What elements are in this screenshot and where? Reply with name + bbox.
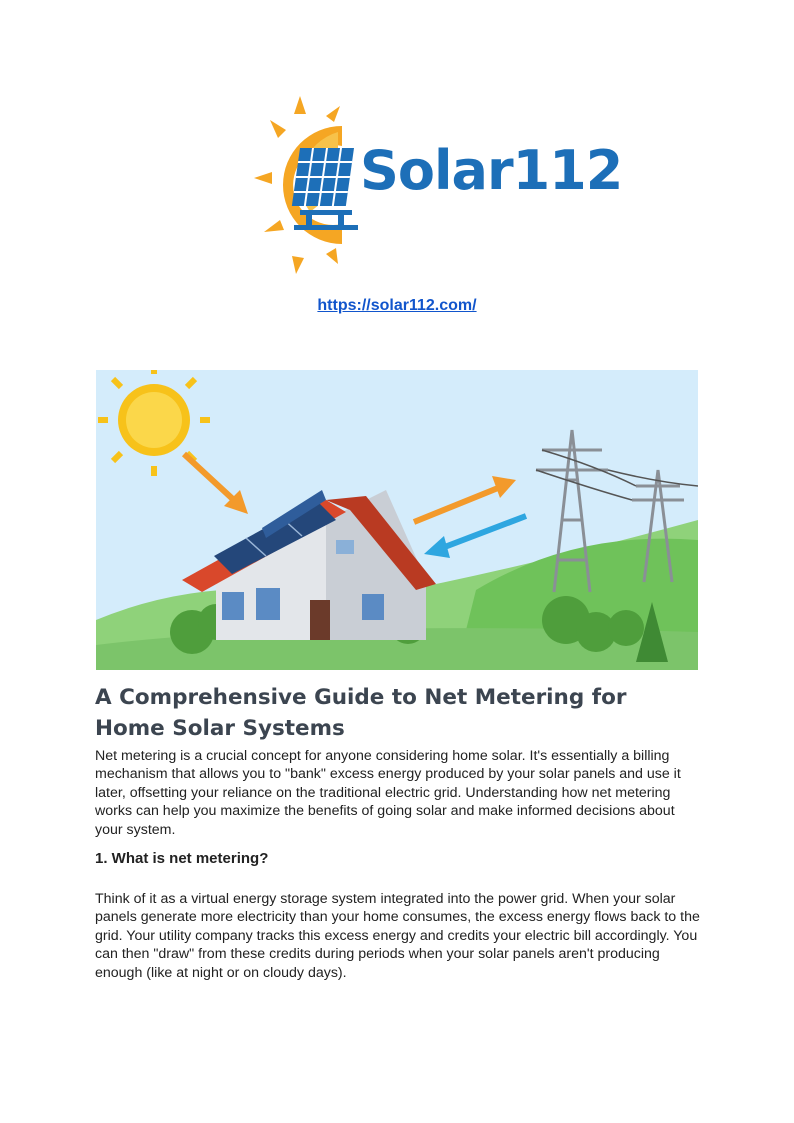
section-body: Think of it as a virtual energy storage system integrated into the power grid. When your solar panels generate more electricity than your home consumes, the excess energy flows back to the grid. Your utility company tracks this excess energy and credits your electric bill accordingly. You can then "draw" from these credits during periods when your solar panels aren't producing enough (like at night or on cloudy days). (95, 891, 700, 981)
article-title: A Comprehensive Guide to Net Metering for Home Solar Systems (95, 685, 627, 741)
hero-image (96, 370, 698, 670)
house-solar-grid-illustration-icon (96, 370, 698, 670)
section-heading: 1. What is net metering? (95, 850, 269, 867)
solar112-logo (250, 92, 623, 282)
intro-paragraph: Net metering is a crucial concept for anyone considering home solar. It's essentially a billing mechanism that allows you to "bank" excess energy produced by your solar panels and use it later, offsetting your reliance on the traditional electric grid. Understanding how net metering works can help you maximize the benefits of going solar and make informed decisions about your system. (95, 748, 681, 838)
website-link[interactable]: https://solar112.com/ (317, 297, 477, 314)
brand-name: Solar112 (360, 139, 623, 202)
